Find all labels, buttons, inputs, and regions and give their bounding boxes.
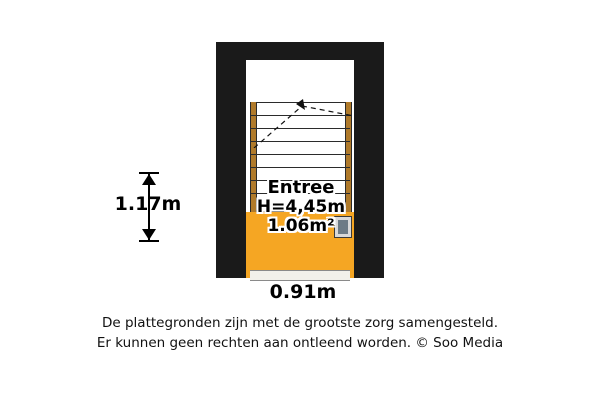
room-name: Entree [267,177,335,198]
disclaimer-line-2: Er kunnen geen rechten aan ontleend worden. © Soo Media [96,334,504,351]
dimension-label-vertical: 1.17m [114,193,182,215]
arrow-down-icon [142,229,156,240]
stair-up-arrow-icon [250,98,360,148]
disclaimer [0,314,600,353]
stair-tread [250,154,350,155]
room-height: H=4,45m [256,197,346,218]
dimension-label-horizontal: 0.91m [245,281,361,303]
dimension-cap-bottom [139,240,159,242]
arrow-up-icon [142,174,156,185]
stair-tread [250,167,350,168]
entrance-threshold [250,270,350,281]
room-area: 1.06m² [267,216,335,237]
building-outline [216,42,384,278]
disclaimer-line-1: De plattegronden zijn met de grootste zorg samengesteld. [102,315,498,331]
room-label-entree [246,178,356,236]
